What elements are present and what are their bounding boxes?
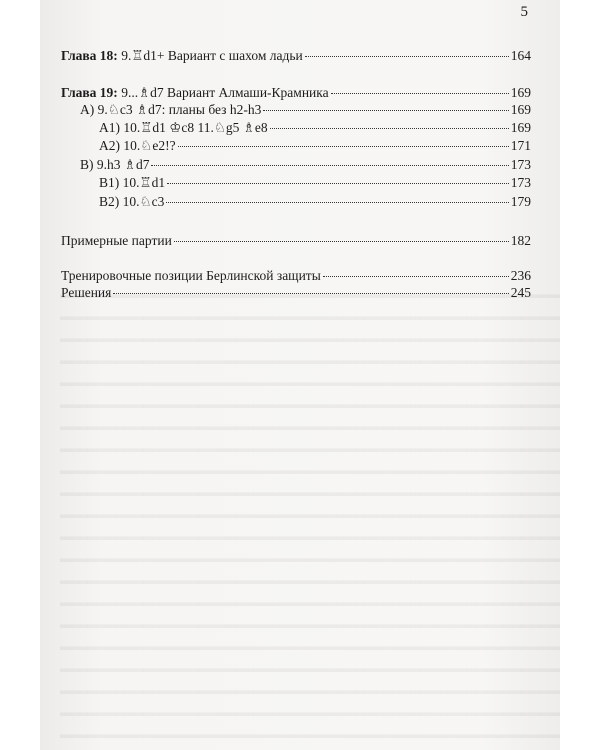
entry-page: 173 bbox=[510, 175, 531, 190]
entry-page: 182 bbox=[510, 233, 531, 248]
dot-leader bbox=[323, 276, 509, 277]
entry-title: В) 9.h3 ♗d7 bbox=[80, 156, 150, 172]
toc-entry-section-a2 bbox=[61, 138, 531, 156]
entry-page: 245 bbox=[510, 285, 531, 300]
toc-entry-section-a bbox=[61, 102, 531, 120]
chapter-prefix: Глава 18: bbox=[61, 48, 118, 63]
toc-entry-chapter-18 bbox=[61, 48, 531, 66]
entry-page: 171 bbox=[510, 138, 531, 153]
entry-title: В2) 10.♘c3 bbox=[99, 193, 165, 209]
entry-title: А2) 10.♘e2!? bbox=[99, 138, 176, 153]
entry-page: 169 bbox=[510, 102, 531, 117]
page-number: 5 bbox=[520, 4, 528, 20]
dot-leader bbox=[305, 56, 509, 57]
dot-leader bbox=[167, 183, 509, 184]
toc-entry-solutions bbox=[61, 285, 531, 303]
entry-title: 9...♗d7 Вариант Алмаши-Крамника bbox=[121, 84, 329, 100]
bleed-through-background bbox=[60, 280, 560, 742]
toc-entry-model-games bbox=[61, 233, 531, 251]
chapter-prefix: Глава 19: bbox=[61, 84, 118, 100]
entry-title: 9.♖d1+ Вариант с шахом ладьи bbox=[121, 48, 303, 63]
entry-page: 164 bbox=[510, 48, 531, 63]
entry-page: 179 bbox=[510, 193, 531, 209]
entry-title: В1) 10.♖d1 bbox=[99, 175, 166, 190]
dot-leader bbox=[263, 110, 508, 111]
dot-leader bbox=[174, 241, 509, 242]
entry-page: 169 bbox=[510, 119, 531, 135]
entry-page: 173 bbox=[510, 156, 531, 172]
toc-entry-chapter-19 bbox=[61, 85, 531, 103]
toc-entry-section-b2 bbox=[61, 194, 531, 212]
entry-page: 236 bbox=[510, 267, 531, 283]
dot-leader bbox=[178, 146, 509, 147]
entry-page: 169 bbox=[510, 84, 531, 100]
toc-entry-section-b bbox=[61, 157, 531, 175]
dot-leader bbox=[151, 165, 508, 166]
book-page bbox=[40, 0, 560, 750]
dot-leader bbox=[331, 93, 509, 94]
entry-title: А) 9.♘c3 ♗d7: планы без h2-h3 bbox=[80, 102, 262, 117]
dot-leader bbox=[166, 202, 508, 203]
dot-leader bbox=[113, 293, 508, 294]
entry-title: А1) 10.♖d1 ♔c8 11.♘g5 ♗e8 bbox=[99, 119, 268, 135]
table-of-contents bbox=[61, 48, 531, 303]
dot-leader bbox=[270, 128, 509, 129]
entry-title: Примерные партии bbox=[61, 233, 172, 248]
entry-title: Решения bbox=[61, 285, 112, 300]
entry-title: Тренировочные позиции Берлинской защиты bbox=[61, 267, 321, 283]
toc-entry-section-b1 bbox=[61, 175, 531, 193]
toc-entry-section-a1 bbox=[61, 120, 531, 138]
toc-entry-training-positions bbox=[61, 268, 531, 286]
